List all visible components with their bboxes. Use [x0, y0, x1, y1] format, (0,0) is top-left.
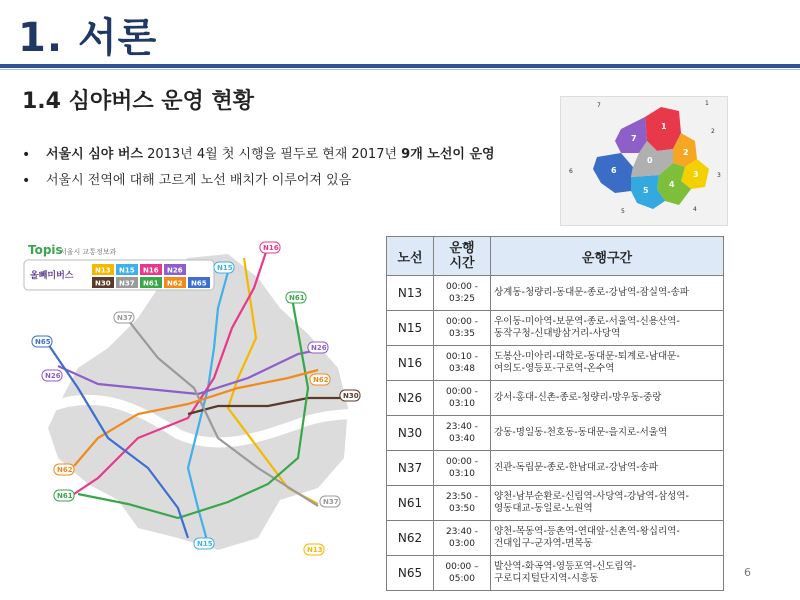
section-cell: 양천-남부순환로-신림역-사당역-강남역-삼성역- 영동대교-동일로-노원역: [491, 486, 724, 521]
bullet-dot: •: [22, 173, 31, 189]
header-time-label: 운행 시간: [449, 241, 475, 271]
zone-2-num: 2: [683, 148, 689, 157]
route-tag-n26-label: N26: [311, 344, 327, 352]
legend-chip-label: N62: [167, 279, 183, 288]
table-header-row: [387, 237, 724, 276]
outer-5-num: 5: [621, 208, 625, 215]
zone-5-num: 5: [643, 186, 649, 195]
route-cell: N61: [387, 486, 434, 521]
outer-7-num: 7: [597, 102, 601, 109]
page-number: 6: [744, 566, 751, 579]
route-tag-n62-label: N62: [57, 466, 73, 474]
time-cell: 00:00 - 03:10: [434, 451, 491, 486]
legend-chip-label: N61: [143, 279, 159, 288]
outer-4-num: 4: [693, 206, 697, 213]
route-cell: N15: [387, 311, 434, 346]
bullet-list: [22, 142, 495, 194]
legend-chip-label: N15: [119, 266, 135, 275]
route-tag-n37-label: N37: [323, 498, 339, 506]
route-cell: N65: [387, 556, 434, 591]
header-time: [434, 237, 491, 276]
outer-6-num: 6: [569, 168, 573, 175]
slide-title: 1. 서론: [18, 15, 158, 61]
section-cell: 도봉산-미아리-대학로-동대문-퇴계로-남대문- 여의도-영등포-구로역-온수역: [491, 346, 724, 381]
route-tag-n15-label: N15: [197, 540, 213, 548]
header-route: 노선: [387, 237, 434, 276]
route-cell: N13: [387, 276, 434, 311]
route-tag-n65-label: N65: [35, 338, 51, 346]
route-tag-n15-label: N15: [217, 264, 233, 272]
time-cell: 00:00 - 03:10: [434, 381, 491, 416]
bullet-item: [22, 142, 495, 168]
table-row: [387, 486, 724, 521]
route-tag-n62-label: N62: [313, 376, 329, 384]
table-row: [387, 416, 724, 451]
legend-chip-label: N37: [119, 279, 135, 288]
section-cell: 상계동-청량리-동대문-종로-강남역-잠실역-송파: [491, 276, 724, 311]
section-cell: 발산역-화곡역-영등포역-신도림역- 구로디지털단지역-시흥동: [491, 556, 724, 591]
route-cell: N37: [387, 451, 434, 486]
title-divider: [0, 64, 800, 68]
legend-chip-label: N30: [95, 279, 111, 288]
topis-brand-sub: 서울시 교통정보과: [60, 248, 117, 256]
bullet-text: 서울시 전역에 대해 고르게 노선 배치가 이루어져 있음: [46, 173, 352, 188]
section-subtitle: 1.4 심야버스 운영 현황: [22, 89, 254, 114]
table-row: [387, 381, 724, 416]
time-cell: 00:00 – 05:00: [434, 556, 491, 591]
table-row: [387, 311, 724, 346]
route-tag-n16-label: N16: [263, 244, 279, 252]
bullet-middle: 2013년 4월 첫 시행을 필두로 현재 2017년: [142, 147, 402, 162]
legend-chip-label: N13: [95, 266, 111, 275]
seoul-zone-map: [560, 96, 728, 226]
route-tag-n61-label: N61: [289, 294, 305, 302]
route-cell: N26: [387, 381, 434, 416]
time-cell: 00:10 - 03:48: [434, 346, 491, 381]
route-tag-n13-label: N13: [307, 546, 323, 554]
route-tag-n61-label: N61: [57, 492, 73, 500]
section-cell: 강동-명일동-천호동-동대문-을지로-서울역: [491, 416, 724, 451]
legend-chip-label: N26: [167, 266, 183, 275]
time-cell: 00:00 - 03:35: [434, 311, 491, 346]
route-table-wrapper: [386, 236, 724, 591]
bullet-dot: •: [22, 147, 31, 163]
route-tag-n30-label: N30: [343, 392, 359, 400]
time-cell: 00:00 - 03:25: [434, 276, 491, 311]
zone-3-num: 3: [693, 170, 699, 179]
table-row: [387, 346, 724, 381]
outer-1-num: 1: [705, 100, 709, 107]
legend-chip-label: N65: [191, 279, 207, 288]
zone-4-num: 4: [669, 180, 675, 189]
route-cell: N62: [387, 521, 434, 556]
table-row: [387, 521, 724, 556]
time-cell: 23:50 - 03:50: [434, 486, 491, 521]
table-body: [387, 276, 724, 591]
legend-chip-label: N16: [143, 266, 159, 275]
route-cell: N30: [387, 416, 434, 451]
bullet-bold-suffix: 9개 노선이 운영: [401, 147, 495, 162]
bullet-bold-prefix: 서울시 심야 버스: [46, 147, 143, 162]
header-section: 운행구간: [491, 237, 724, 276]
legend-title: 올빼미버스: [30, 271, 74, 281]
night-bus-route-table: [386, 236, 724, 591]
outer-3-num: 3: [717, 172, 721, 179]
table-row: [387, 451, 724, 486]
table-row: [387, 276, 724, 311]
time-cell: 23:40 - 03:40: [434, 416, 491, 451]
night-bus-network-map: [18, 238, 366, 564]
section-cell: 양천-목동역-등촌역-연대앞-신촌역-왕십리역- 건대입구-군자역-면목동: [491, 521, 724, 556]
table-row: [387, 556, 724, 591]
title-divider-thin: [0, 69, 800, 70]
route-tag-n26-label: N26: [45, 372, 61, 380]
outer-2-num: 2: [711, 128, 715, 135]
section-cell: 강서-홍대-신촌-종로-청량리-망우동-중랑: [491, 381, 724, 416]
topis-brand: Topis: [28, 243, 63, 257]
section-cell: 우이동-미아역-보문역-종로-서울역-신용산역- 동작구청-신대방삼거리-사당역: [491, 311, 724, 346]
time-cell: 23:40 - 03:00: [434, 521, 491, 556]
route-tag-n37-label: N37: [117, 314, 133, 322]
bullet-item: [22, 168, 495, 194]
zone-6-num: 6: [611, 166, 617, 175]
zone-1-num: 1: [661, 122, 667, 131]
route-cell: N16: [387, 346, 434, 381]
zone-0-num: 0: [647, 156, 653, 165]
bullet-text: [46, 142, 495, 168]
section-cell: 진관-독립문-종로-한남대교-강남역-송파: [491, 451, 724, 486]
zone-7-num: 7: [631, 134, 637, 143]
